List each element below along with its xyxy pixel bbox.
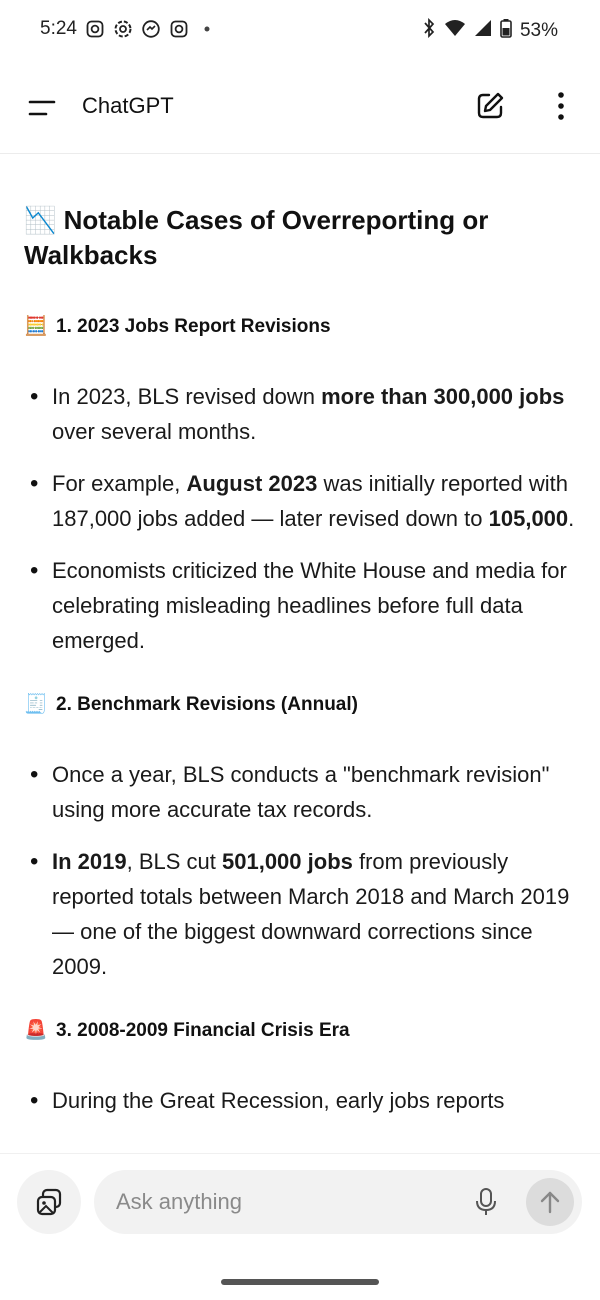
- more-vertical-icon: [557, 92, 565, 120]
- battery-percent: 53%: [519, 20, 558, 41]
- bluetooth-icon: [422, 18, 436, 44]
- status-left: [40, 18, 217, 40]
- status-time: 5:24: [40, 18, 77, 39]
- case-title-text: 2. Benchmark Revisions (Annual): [56, 694, 358, 715]
- text-segment: was initially reported with 187,000 jobs added — later revised down to: [52, 471, 568, 531]
- arrow-up-icon: [539, 1190, 561, 1214]
- bullet-item: [24, 466, 576, 536]
- abacus-icon: 🧮: [24, 316, 48, 337]
- mic-icon: [475, 1187, 497, 1217]
- case-2-bullets: [24, 757, 576, 984]
- article-heading-text: Notable Cases of Overreporting or Walkbacks: [24, 205, 489, 270]
- ask-input[interactable]: [116, 1170, 436, 1234]
- bullet-item: [24, 844, 576, 984]
- text-segment: Economists criticized the White House and media for celebrating misleading headlines before full data emerged.: [52, 558, 567, 653]
- bold-text: 501,000 jobs: [222, 849, 353, 874]
- text-segment: from previously reported totals between March 2018 and March 2019 — one of the biggest downward corrections since 2009.: [52, 849, 570, 979]
- article-heading: [24, 203, 576, 273]
- chart-decreasing-icon: 📉: [24, 205, 57, 235]
- edit-icon: [475, 91, 505, 121]
- menu-button[interactable]: [24, 90, 60, 126]
- bullet-item: [24, 757, 576, 827]
- text-segment: Once a year, BLS conducts a "benchmark revision" using more accurate tax records.: [52, 762, 550, 822]
- text-segment: For example,: [52, 471, 187, 496]
- chat-content[interactable]: [0, 154, 600, 1154]
- attach-button[interactable]: [17, 1170, 81, 1234]
- case-3-bullets: [24, 1083, 576, 1118]
- send-button[interactable]: [526, 1178, 574, 1226]
- mic-button[interactable]: [470, 1186, 502, 1218]
- chatgpt-icon: [113, 19, 133, 39]
- case-3-title: [24, 1017, 576, 1045]
- composer-bar: [0, 1153, 600, 1248]
- bold-text: more than 300,000 jobs: [321, 384, 565, 409]
- instagram-icon-2: [169, 19, 189, 39]
- more-options-button[interactable]: [546, 88, 576, 124]
- bullet-item: [24, 1083, 576, 1118]
- wifi-icon: [444, 19, 466, 43]
- signal-icon: [474, 19, 492, 43]
- case-title-text: 1. 2023 Jobs Report Revisions: [56, 316, 331, 337]
- home-indicator[interactable]: [221, 1279, 379, 1285]
- text-segment: .: [568, 506, 575, 531]
- new-chat-button[interactable]: [472, 88, 508, 124]
- notification-dot-icon: [197, 19, 217, 39]
- bold-text: In 2019: [52, 849, 127, 874]
- battery-icon: [500, 18, 512, 44]
- text-segment: over several months.: [52, 419, 257, 444]
- app-title: ChatGPT: [82, 93, 174, 118]
- ask-input-pill[interactable]: [94, 1170, 582, 1234]
- messenger-icon: [141, 19, 161, 39]
- text-segment: , BLS cut: [126, 849, 222, 874]
- status-right: [422, 18, 558, 44]
- instagram-icon: [85, 19, 105, 39]
- bold-text: 105,000: [488, 506, 569, 531]
- app-header: [0, 60, 600, 154]
- menu-icon: [28, 98, 56, 118]
- status-bar: [0, 0, 600, 60]
- siren-icon: 🚨: [24, 1020, 48, 1041]
- case-2-title: [24, 691, 576, 719]
- case-1-bullets: [24, 379, 576, 658]
- image-stack-icon: [34, 1187, 64, 1217]
- text-segment: In 2023, BLS revised down: [52, 384, 322, 409]
- text-segment: During the Great Recession, early jobs reports: [52, 1088, 505, 1113]
- receipt-icon: 🧾: [24, 694, 48, 715]
- bold-text: August 2023: [186, 471, 318, 496]
- bullet-item: [24, 553, 576, 658]
- case-title-text: 3. 2008-2009 Financial Crisis Era: [56, 1020, 350, 1041]
- case-1-title: [24, 313, 576, 341]
- bullet-item: [24, 379, 576, 449]
